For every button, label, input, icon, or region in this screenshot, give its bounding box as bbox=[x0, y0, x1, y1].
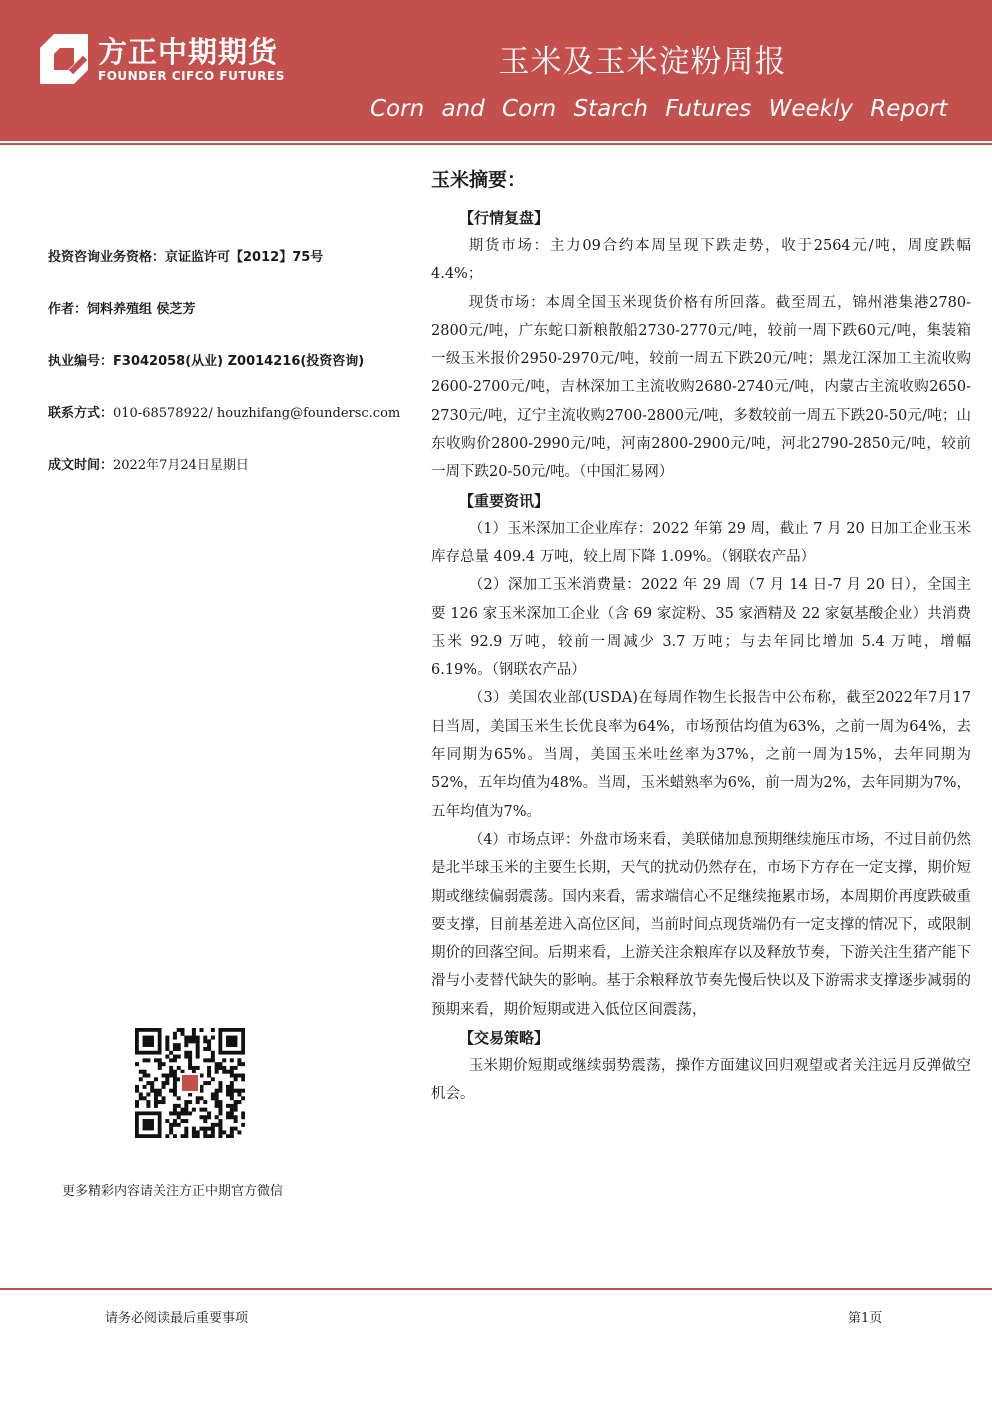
company-logo bbox=[40, 30, 290, 90]
company-name-en: FOUNDER CIFCO FUTURES bbox=[98, 69, 285, 83]
qr-caption: 更多精彩内容请关注方正中期官方微信 bbox=[62, 1184, 284, 1199]
date-label: 成文时间： bbox=[48, 458, 114, 473]
contact-label: 联系方式： bbox=[48, 406, 114, 421]
paragraph-futures-market: 期货市场：主力09合约本周呈现下跌走势，收于2564元/吨，周度跌幅4.4%； bbox=[431, 238, 971, 283]
license-label: 执业编号： bbox=[48, 354, 114, 369]
report-title-en: Corn and Corn Starch Futures Weekly Report bbox=[370, 96, 948, 122]
qualification-info bbox=[48, 246, 323, 265]
section-title: 玉米摘要： bbox=[431, 169, 527, 191]
qualification-label: 投资咨询业务资格： bbox=[48, 250, 166, 265]
report-header-band bbox=[0, 0, 992, 141]
footer-divider bbox=[0, 1288, 992, 1290]
license-value: F3042058(从业) Z0014216(投资咨询) bbox=[113, 354, 365, 369]
page-number: 第1页 bbox=[848, 1311, 883, 1326]
author-info bbox=[48, 298, 196, 317]
report-title-cn: 玉米及玉米淀粉周报 bbox=[498, 44, 787, 80]
strategy-heading: 【交易策略】 bbox=[459, 1029, 550, 1048]
date-value: 2022年7月24日星期日 bbox=[113, 458, 249, 473]
paragraph-strategy: 玉米期价短期或继续弱势震荡，操作方面建议回归观望或者关注远月反弹做空机会。 bbox=[431, 1058, 971, 1103]
wechat-qr-code-icon bbox=[135, 1028, 245, 1138]
review-heading: 【行情复盘】 bbox=[459, 209, 550, 227]
qualification-value: 京证监许可【2012】75号 bbox=[165, 250, 324, 265]
date-info bbox=[48, 454, 249, 473]
footer-disclaimer: 请务必阅读最后重要事项 bbox=[105, 1311, 249, 1326]
license-info bbox=[48, 350, 364, 369]
news-heading: 【重要资讯】 bbox=[459, 491, 550, 510]
paragraph-spot-market: 现货市场：本周全国玉米现货价格有所回落。截至周五，锦州港集港2780-2800元/吨，广东蛇口新粮散船2730-2770元/吨，较前一周下跌60元/吨，集装箱一级玉米报价2950-2970元/吨，较前一周五下跌20元/吨；黑龙江深加工主流收购2600-2700元/吨，吉林深加工主流收购2680-2740元/吨，内蒙古主流收购2650-2730元/吨，辽宁主流收购2700-2800元/吨，多数较前一周五下跌20-50元/吨；山东收购价2800-2990元/吨，河南2800-2900元/吨，河北2790-2850元/吨，较前一周下跌20-50元/吨。（中国汇易网） bbox=[431, 294, 971, 481]
paragraph-news-3: （3）美国农业部(USDA)在每周作物生长报告中公布称，截至2022年7月17日当周，美国玉米生长优良率为64%，市场预估均值为63%，之前一周为64%，去年同期为65%。当周，美国玉米吐丝率为37%，之前一周为15%，去年同期为52%，五年均值为48%。当周，玉米蜡熟率为6%，前一周为2%，去年同期为7%，五年均值为7%。 bbox=[431, 690, 971, 820]
author-label: 作者： bbox=[48, 302, 88, 317]
author-value: 饲料养殖组 侯芝芳 bbox=[87, 302, 196, 317]
contact-value: 010-68578922/ houzhifang@foundersc.com bbox=[113, 406, 401, 421]
contact-info bbox=[48, 402, 400, 421]
main-content bbox=[431, 165, 971, 1109]
founder-logo-icon bbox=[40, 34, 88, 84]
paragraph-news-4: （4）市场点评：外盘市场来看，美联储加息预期继续施压市场，不过目前仍然是北半球玉米的主要生长期，天气的扰动仍然存在，市场下方存在一定支撑，期价短期或继续偏弱震荡。国内来看，需求端信心不足继续拖累市场，本周期价再度跌破重要支撑，目前基差进入高位区间，当前时间点现货端仍有一定支撑的情况下，或限制期价的回落空间。后期来看，上游关注余粮库存以及释放节奏，下游关注生猪产能下滑与小麦替代缺失的影响。基于余粮释放节奏先慢后快以及下游需求支撑逐步减弱的预期来看，期价短期或进入低位区间震荡， bbox=[431, 831, 971, 1018]
company-name-cn: 方正中期期货 bbox=[98, 35, 279, 69]
paragraph-news-2: （2）深加工玉米消费量：2022 年 29 周（7 月 14 日-7 月 20 日），全国主要 126 家玉米深加工企业（含 69 家淀粉、35 家酒精及 22 家氨基酸企业）共消费玉米 92.9 万吨，较前一周减少 3.7 万吨；与去年同比增加 5.4 万吨，增幅 6.19%。（钢联农产品） bbox=[431, 577, 971, 679]
paragraph-news-1: （1）玉米深加工企业库存：2022 年第 29 周，截止 7 月 20 日加工企业玉米库存总量 409.4 万吨，较上周下降 1.09%。（钢联农产品） bbox=[431, 520, 971, 565]
header-divider bbox=[0, 143, 992, 145]
